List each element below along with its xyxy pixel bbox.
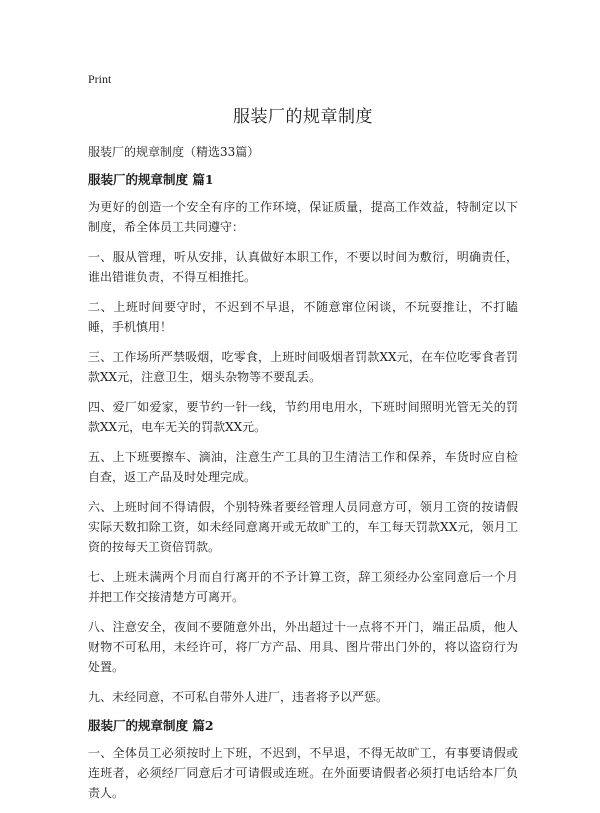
paragraph: 六、上班时间不得请假，个别特殊者要经管理人员同意方可，领月工资的按请假实际天数扣除工资，如未经同意离开或无故旷工的，车工每天罚款XX元，领月工资的按每天工资倍罚款。 [88, 500, 518, 554]
section-heading: 服装厂的规章制度 篇2 [88, 718, 214, 733]
paragraph: 八、注意安全，夜间不要随意外出，外出超过十一点将不开门，端正品质，他人财物不可私用，未经许可，将厂方产品、用具、图片带出门外的，将以盗窃行为处置。 [88, 620, 518, 674]
paragraph: 七、上班未满两个月而自行离开的不予计算工资，辞工须经办公室同意后一个月并把工作交接清楚方可离开。 [88, 570, 518, 604]
document-title: 服装厂的规章制度 [233, 107, 373, 127]
paragraph: 二、上班时间要守时，不迟到不早退，不随意窜位闲谈，不玩耍推让，不打瞌睡，手机慎用！ [88, 300, 518, 334]
paragraph: 一、全体员工必须按时上下班，不迟到，不早退，不得无故旷工，有事要请假或连班者，必须经厂同意后才可请假或连班。在外面要请假者必须打电话给本厂负责人。 [88, 746, 518, 800]
document-page [88, 68, 518, 813]
paragraph: 五、上下班要擦车、滴油，注意生产工具的卫生清洁工作和保养，车货时应自检自查，返工产品及时处理完成。 [88, 450, 518, 484]
document-subtitle: 服装厂的规章制度（精选33篇） [88, 145, 260, 159]
section-2 [88, 717, 518, 803]
paragraph: 四、爱厂如爱家，要节约一针一线，节约用电用水，下班时间照明光管无关的罚款XX元，电车无关的罚款XX元。 [88, 400, 518, 434]
print-link[interactable]: Print [88, 72, 112, 86]
paragraph: 九、未经同意，不可私自带外人进厂，违者将予以严惩。 [88, 690, 389, 704]
section-heading: 服装厂的规章制度 篇1 [88, 172, 214, 187]
paragraph: 一、服从管理，听从安排，认真做好本职工作，不要以时间为敷衍，明确责任，谁出错谁负责，不得互相推托。 [88, 250, 518, 284]
paragraph: 三、工作场所严禁吸烟，吃零食，上班时间吸烟者罚款XX元，在车位吃零食者罚款XX元，注意卫生，烟头杂物等不要乱丢。 [88, 350, 518, 384]
section-1 [88, 171, 518, 707]
paragraph: 为更好的创造一个安全有序的工作环境，保证质量，提高工作效益，特制定以下制度，希全体员工共同遵守： [88, 200, 518, 234]
